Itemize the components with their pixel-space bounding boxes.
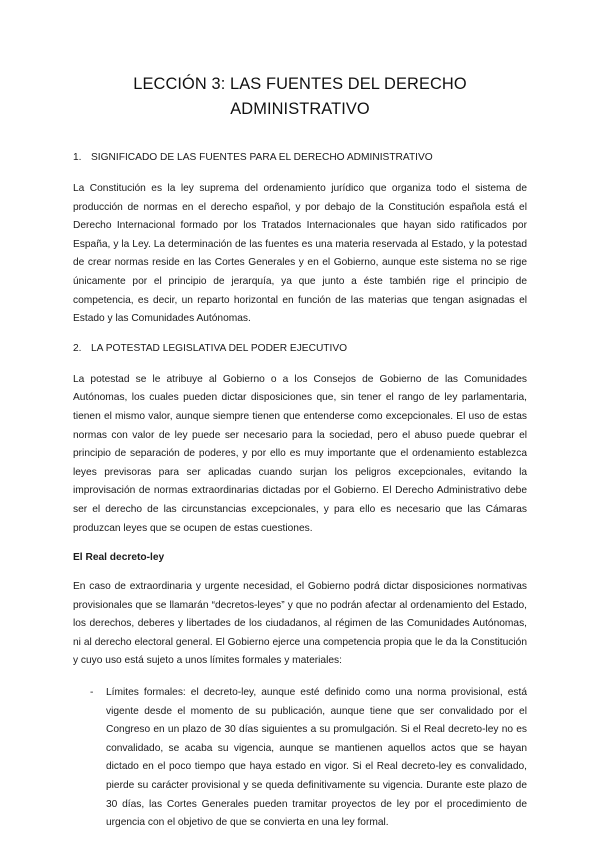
section-heading-text-2: LA POTESTAD LEGISLATIVA DEL PODER EJECUTIVO [91,342,348,354]
section-paragraph-1: La Constitución es la ley suprema del ordenamiento jurídico que organiza todo el sistema de producción de normas en el derecho español, y por debajo de la Constitución española está el Derecho Internacional formado por los Tratados Internacionales que hayan sido ratificados por España, y la Ley. La determinación de las fuentes es una materia reservada al Estado, y la potestad de crear normas reside en las Cortes Generales y en el Gobierno, aunque este sistema no se rige únicamente por el principio de jerarquía, ya que junto a éste también rige el principio de competencia, es decir, un reparto horizontal en función de las materias que tengan asignadas el Estado y las Comunidades Autónomas. [73,183,527,325]
subsection-heading: El Real decreto-ley [73,552,165,564]
section-number-1: 1. [73,152,82,163]
document-title: LECCIÓN 3: LAS FUENTES DEL DERECHO ADMINISTRATIVO [133,75,467,118]
list-item [90,684,527,833]
section-heading-text-1: SIGNIFICADO DE LAS FUENTES PARA EL DERECHO ADMINISTRATIVO [91,152,433,163]
section-number-2: 2. [73,342,82,354]
section-heading-2 [73,342,527,356]
list-item-marker: - [90,687,94,699]
list-item-text: Límites formales: el decreto-ley, aunque esté definido como una norma provisional, está vigente desde el momento de su publicación, aunque tiene que ser convalidado por el Congreso en un plazo de 30 días siguientes a su promulgación. Si el Real decreto-ley no es convalidado, se acaba su vigencia, aunque se mantienen aquellos actos que se hayan dictado en el poco tiempo que haya estado en vigor. Si el Real decreto-ley es convalidado, pierde su carácter provisional y se queda definitivamente su vigencia. Durante este plazo de 30 días, las Cortes Generales pueden tramitar proyectos de ley por el procedimiento de urgencia con el objetivo de que se convierta en una ley formal. [106,687,527,829]
limits-list [73,684,527,833]
section-heading-1 [73,151,527,165]
section-paragraph-2: La potestad se le atribuye al Gobierno o a los Consejos de Gobierno de las Comunidades Autónomas, los cuales pueden dictar disposiciones que, sin tener el rango de ley parlamentaria, tienen el mismo valor, aunque siempre tienen que entenderse como excepcionales. El uso de estas normas con valor de ley puede ser necesario para la sociedad, pero el abuso puede quebrar el principio de separación de poderes, y por ello es muy importante que el ordenamiento establezca leyes previsoras para ser aplicadas cuando surjan los peligros excepcionales, evitando la improvisación de normas extraordinarias dictadas por el Gobierno. El Derecho Administrativo debe ser el derecho de las circunstancias excepcionales, y para ello es necesario que las Cámaras produzcan leyes que se ocupen de estas cuestiones. [73,373,527,534]
subsection-paragraph: En caso de extraordinaria y urgente necesidad, el Gobierno podrá dictar disposiciones normativas provisionales que se llamarán “decretos-leyes” y que no podrán afectar al ordenamiento del Estado, los derechos, deberes y libertades de los ciudadanos, al régimen de las Comunidades Autónomas, ni al derecho electoral general. El Gobierno ejerce una competencia propia que le da la Constitución y cuyo uso está sujeto a unos límites formales y materiales: [73,581,527,667]
